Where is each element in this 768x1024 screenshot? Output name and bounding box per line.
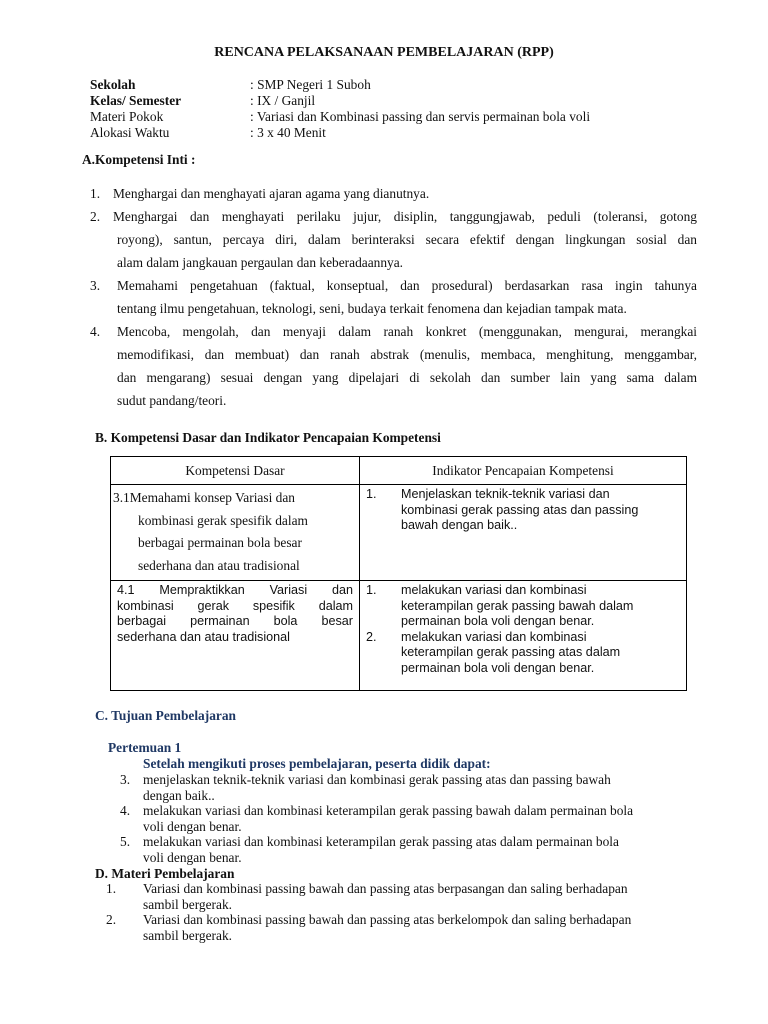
objectives-intro: Setelah mengikuti proses pembelajaran, peserta didik dapat: (143, 756, 491, 771)
section-d-heading: D. Materi Pembelajaran (95, 866, 235, 881)
kd-line: 4.1 Mempraktikkan Variasi dan (117, 583, 353, 597)
kd-line: sederhana dan atau tradisional (138, 557, 300, 573)
kd-line: berbagai permainan bola besar (138, 535, 302, 550)
info-row-school (90, 77, 690, 93)
ipk-number: 1. (366, 583, 377, 597)
table-row (111, 485, 687, 581)
list-item (120, 834, 700, 865)
kd-table-wrapper (110, 456, 687, 691)
info-value: : IX / Ganjil (250, 93, 316, 108)
item-line: sambil bergerak. (143, 927, 232, 943)
item-number: 3. (120, 772, 131, 787)
ipk-number: 2. (366, 629, 377, 644)
meeting-label: Pertemuan 1 (108, 740, 182, 755)
list-item (120, 803, 700, 834)
info-label: Kelas/ Semester (90, 93, 182, 108)
item-line: menjelaskan teknik-teknik variasi dan kombinasi gerak passing atas dan passing bawah (143, 772, 611, 787)
item-line: dan mengarang) sesuai dengan yang dipelajari di sekolah dan sumber lain yang sama dalam (117, 370, 697, 385)
item-number: 4. (90, 324, 101, 339)
item-number: 4. (120, 803, 131, 818)
item-number: 2. (90, 209, 101, 224)
item-line: Variasi dan kombinasi passing bawah dan passing atas berpasangan dan saling berhadapan (143, 881, 628, 896)
item-line: melakukan variasi dan kombinasi keterampilan gerak passing bawah dalam permainan bola (143, 803, 634, 818)
table-header-ipk: Indikator Pencapaian Kompetensi (360, 457, 687, 485)
item-line: melakukan variasi dan kombinasi keterampilan gerak passing atas dalam permainan bola (143, 834, 619, 849)
materials-list (106, 881, 700, 943)
info-label: Materi Pokok (90, 109, 164, 124)
info-value: : Variasi dan Kombinasi passing dan servis permainan bola voli (250, 109, 591, 124)
item-number: 1. (90, 186, 101, 201)
info-label: Alokasi Waktu (90, 125, 170, 140)
ipk-line: bawah dengan baik.. (401, 518, 518, 532)
section-b-heading: B. Kompetensi Dasar dan Indikator Pencapaian Kompetensi (95, 430, 441, 445)
item-line: sudut pandang/teori. (117, 393, 227, 408)
section-c-heading: C. Tujuan Pembelajaran (95, 708, 236, 723)
item-line: alam dalam jangkauan pergaulan dan keberadaannya. (117, 255, 404, 270)
kd-line: 3.1Memahami konsep Variasi dan (113, 490, 295, 505)
table-row (111, 581, 687, 691)
info-row-topic (90, 109, 690, 125)
ipk-number: 1. (366, 487, 377, 501)
kd-line: kombinasi gerak spesifik dalam (138, 512, 308, 528)
objectives-list (120, 772, 700, 865)
item-line: dengan baik.. (143, 787, 215, 803)
ipk-line: melakukan variasi dan kombinasi (401, 583, 587, 597)
ipk-line: kombinasi gerak passing atas dan passing (401, 502, 639, 517)
item-line: Menghargai dan menghayati ajaran agama yang dianutnya. (113, 186, 430, 201)
list-item (106, 912, 700, 943)
list-item (90, 209, 697, 278)
item-number: 1. (106, 881, 117, 896)
kompetensi-inti-list (90, 186, 697, 416)
item-number: 3. (90, 278, 101, 293)
ipk-line: permainan bola voli dengan benar. (401, 614, 595, 628)
info-label: Sekolah (90, 77, 136, 92)
info-value: : 3 x 40 Menit (250, 125, 326, 140)
item-line: memodifikasi, dan membuat) dan ranah abstrak (menulis, membaca, menghitung, menggambar, (117, 347, 697, 362)
item-line: sambil bergerak. (143, 896, 232, 912)
document-title: RENCANA PELAKSANAAN PEMBELAJARAN (RPP) (214, 45, 554, 60)
item-number: 2. (106, 912, 117, 927)
list-item (90, 186, 697, 209)
list-item (120, 772, 700, 803)
ipk-line: keterampilan gerak passing bawah dalam (401, 598, 634, 613)
item-number: 5. (120, 834, 131, 849)
ipk-line: melakukan variasi dan kombinasi (401, 629, 587, 644)
list-item (90, 324, 697, 416)
item-line: royong), santun, percaya diri, dalam berinteraksi secara efektif dengan lingkungan sosial dan (117, 232, 697, 247)
ipk-cell-1 (360, 485, 687, 581)
kd-line: berbagai permainan bola besar (117, 614, 353, 628)
info-row-time (90, 125, 690, 141)
kd-cell-1 (111, 485, 360, 581)
item-line: Menghargai dan menghayati perilaku jujur, disiplin, tanggungjawab, peduli (toleransi, gotong (113, 209, 697, 224)
kd-table (110, 456, 687, 691)
item-line: Memahami pengetahuan (faktual, konseptual, dan prosedural) berdasarkan rasa ingin tahunya (117, 278, 697, 293)
info-row-class (90, 93, 690, 109)
item-line: voli dengan benar. (143, 818, 242, 834)
kd-line: kombinasi gerak spesifik dalam (117, 598, 353, 613)
info-value: : SMP Negeri 1 Suboh (250, 77, 371, 92)
item-line: tentang ilmu pengetahuan, teknologi, seni, budaya terkait fenomena dan kejadian tampak mata. (117, 301, 627, 316)
item-line: Variasi dan kombinasi passing bawah dan passing atas berkelompok dan saling berhadapan (143, 912, 632, 927)
ipk-cell-2 (360, 581, 687, 691)
kd-line: sederhana dan atau tradisional (117, 629, 290, 644)
item-line: Mencoba, mengolah, dan menyaji dalam ranah konkret (menggunakan, mengurai, merangkai (117, 324, 697, 339)
ipk-line: keterampilan gerak passing atas dalam (401, 645, 621, 659)
kd-cell-2 (111, 581, 360, 691)
identity-block (90, 77, 690, 141)
ipk-line: Menjelaskan teknik-teknik variasi dan (401, 487, 610, 501)
list-item (90, 278, 697, 324)
item-line: voli dengan benar. (143, 849, 242, 865)
list-item (106, 881, 700, 912)
ipk-line: permainan bola voli dengan benar. (401, 660, 595, 675)
table-header-row (111, 457, 687, 485)
section-a-heading: A.Kompetensi Inti : (82, 152, 196, 167)
table-header-kd: Kompetensi Dasar (111, 457, 360, 485)
